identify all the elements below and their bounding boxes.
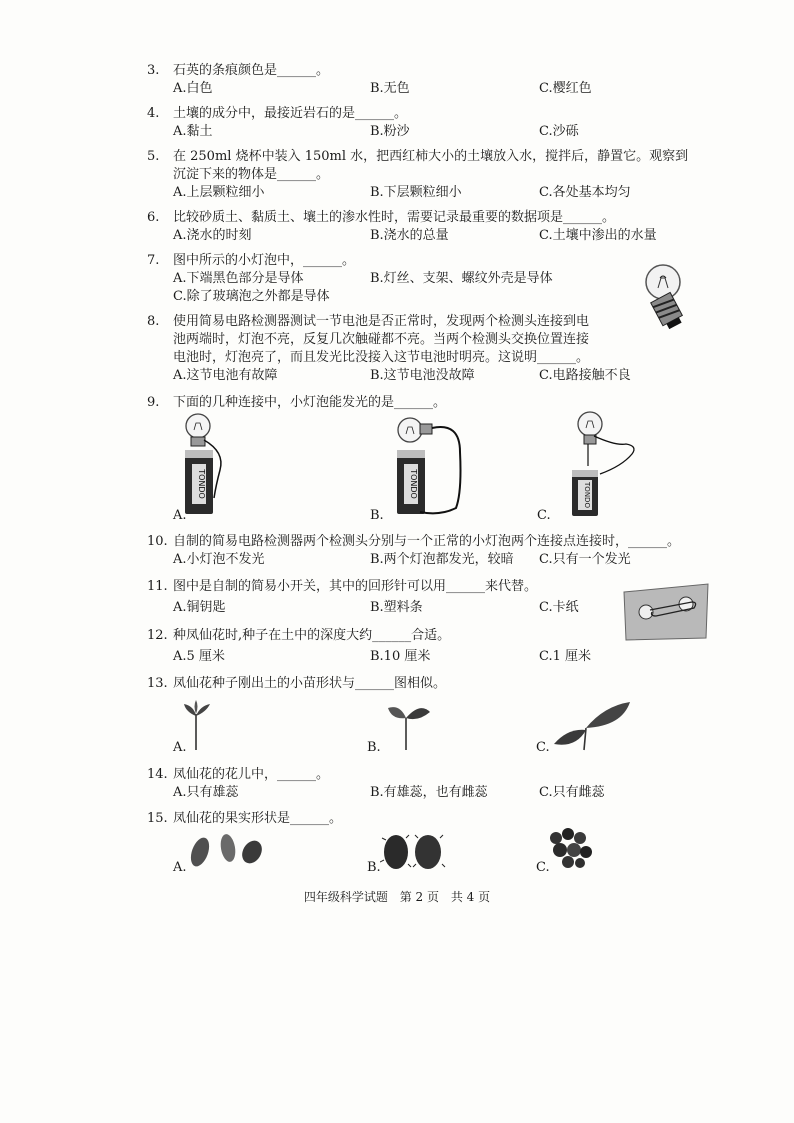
q14-option-a: A.只有雄蕊 [173, 785, 239, 800]
q13-option-a: A. [173, 740, 187, 755]
q5-option-c: C.各处基本均匀 [539, 185, 631, 200]
small-bulb-image [642, 260, 692, 335]
battery-b-label: TONDO [409, 469, 418, 499]
q10-option-b: B.两个灯泡都发光，较暗 [370, 552, 514, 567]
q8-stem-line3: 电池时，灯泡亮了，而且发光比没接入这节电池时明亮。这说明______。 [173, 350, 590, 365]
q3-option-a: A.白色 [173, 81, 213, 96]
q11-option-c: C.卡纸 [539, 600, 579, 615]
q14-number: 14. [147, 767, 168, 782]
q11-number: 11. [147, 579, 168, 594]
page-footer [0, 888, 794, 905]
q3-option-b: B.无色 [370, 81, 410, 96]
battery-connection-b-image [380, 412, 470, 518]
q8-number: 8. [147, 314, 160, 329]
q6-number: 6. [147, 210, 160, 225]
q7-option-b: B.灯丝、支架、螺纹外壳是导体 [370, 271, 553, 286]
q15-option-b: B. [367, 860, 381, 875]
q13-stem: 凤仙花种子刚出土的小苗形状与______图相似。 [173, 676, 447, 691]
q3-stem: 石英的条痕颜色是______。 [173, 63, 330, 78]
q4-option-b: B.粉沙 [370, 124, 410, 139]
q15-number: 15. [147, 811, 168, 826]
battery-connection-a-image [180, 410, 250, 518]
q8-option-a: A.这节电池有故障 [173, 368, 278, 383]
q6-option-a: A.浇水的时刻 [173, 228, 252, 243]
q10-option-a: A.小灯泡不发光 [173, 552, 265, 567]
q9-option-a: A. [173, 508, 187, 523]
q4-stem: 土壤的成分中，最接近岩石的是______。 [173, 106, 408, 121]
q3-number: 3. [147, 63, 160, 78]
q7-option-c: C.除了玻璃泡之外都是导体 [173, 289, 330, 304]
q9-option-c: C. [537, 508, 551, 523]
q9-stem: 下面的几种连接中，小灯泡能发光的是______。 [173, 395, 447, 410]
q8-stem-line1: 使用简易电路检测器测试一节电池是否正常时，发现两个检测头连接到电 [173, 314, 590, 329]
q15-option-a: A. [173, 860, 187, 875]
q7-number: 7. [147, 253, 160, 268]
q6-stem: 比较砂质土、黏质土、壤土的渗水性时，需要记录最重要的数据项是______。 [173, 210, 616, 225]
footer-title: 四年级科学试题 [303, 890, 388, 904]
q14-stem: 凤仙花的花儿中，______。 [173, 767, 330, 782]
footer-total: 共 4 页 [450, 890, 491, 904]
q14-option-c: C.只有雌蕊 [539, 785, 605, 800]
q10-stem: 自制的简易电路检测器两个检测头分别与一个正常的小灯泡两个连接点连接时，______。 [173, 534, 681, 549]
battery-a-label: TONDO [197, 469, 206, 499]
fruit-b-image [380, 830, 448, 872]
q7-option-a: A.下端黑色部分是导体 [173, 271, 304, 286]
q8-option-b: B.这节电池没故障 [370, 368, 475, 383]
q8-stem-line2: 池两端时，灯泡不亮，反复几次触碰都不亮。当两个检测头交换位置连接 [173, 332, 590, 347]
q5-stem-line2: 沉淀下来的物体是______。 [173, 167, 330, 182]
footer-page: 第 2 页 [399, 890, 439, 904]
q5-option-b: B.下层颗粒细小 [370, 185, 462, 200]
q4-number: 4. [147, 106, 160, 121]
q10-option-c: C.只有一个发光 [539, 552, 631, 567]
q5-stem-line1: 在 250ml 烧杯中装入 150ml 水，把西红柿大小的土壤放入水，搅拌后，静置它。观察到 [173, 149, 689, 164]
battery-connection-c-image [560, 408, 650, 518]
q11-option-b: B.塑料条 [370, 600, 423, 615]
q11-stem: 图中是自制的简易小开关，其中的回形针可以用______来代替。 [173, 579, 538, 594]
q3-option-c: C.樱红色 [539, 81, 592, 96]
q10-number: 10. [147, 534, 168, 549]
q13-option-c: C. [536, 740, 550, 755]
q6-option-c: C.土壤中渗出的水量 [539, 228, 657, 243]
battery-c-label: TONDO [583, 482, 591, 508]
simple-switch-image [620, 578, 712, 644]
q8-option-c: C.电路接触不良 [539, 368, 631, 383]
q12-stem: 种凤仙花时,种子在土中的深度大约______合适。 [173, 628, 451, 643]
q4-option-a: A.黏土 [173, 124, 213, 139]
fruit-a-image [186, 830, 266, 870]
q14-option-b: B.有雄蕊，也有雌蕊 [370, 785, 488, 800]
q13-option-b: B. [367, 740, 381, 755]
q15-option-c: C. [536, 860, 550, 875]
q15-stem: 凤仙花的果实形状是______。 [173, 811, 343, 826]
q6-option-b: B.浇水的总量 [370, 228, 449, 243]
q11-option-a: A.铜钥匙 [173, 600, 226, 615]
q4-option-c: C.沙砾 [539, 124, 579, 139]
q9-number: 9. [147, 395, 160, 410]
q5-number: 5. [147, 149, 160, 164]
q12-number: 12. [147, 628, 168, 643]
q13-number: 13. [147, 676, 168, 691]
seedling-c-image [550, 698, 632, 752]
q7-stem: 图中所示的小灯泡中，______。 [173, 253, 356, 268]
q5-option-a: A.上层颗粒细小 [173, 185, 265, 200]
fruit-c-image [546, 826, 596, 870]
q12-option-a: A.5 厘米 [173, 649, 225, 664]
seedling-b-image [384, 700, 434, 752]
q9-option-b: B. [370, 508, 384, 523]
q12-option-b: B.10 厘米 [370, 649, 431, 664]
q12-option-c: C.1 厘米 [539, 649, 592, 664]
